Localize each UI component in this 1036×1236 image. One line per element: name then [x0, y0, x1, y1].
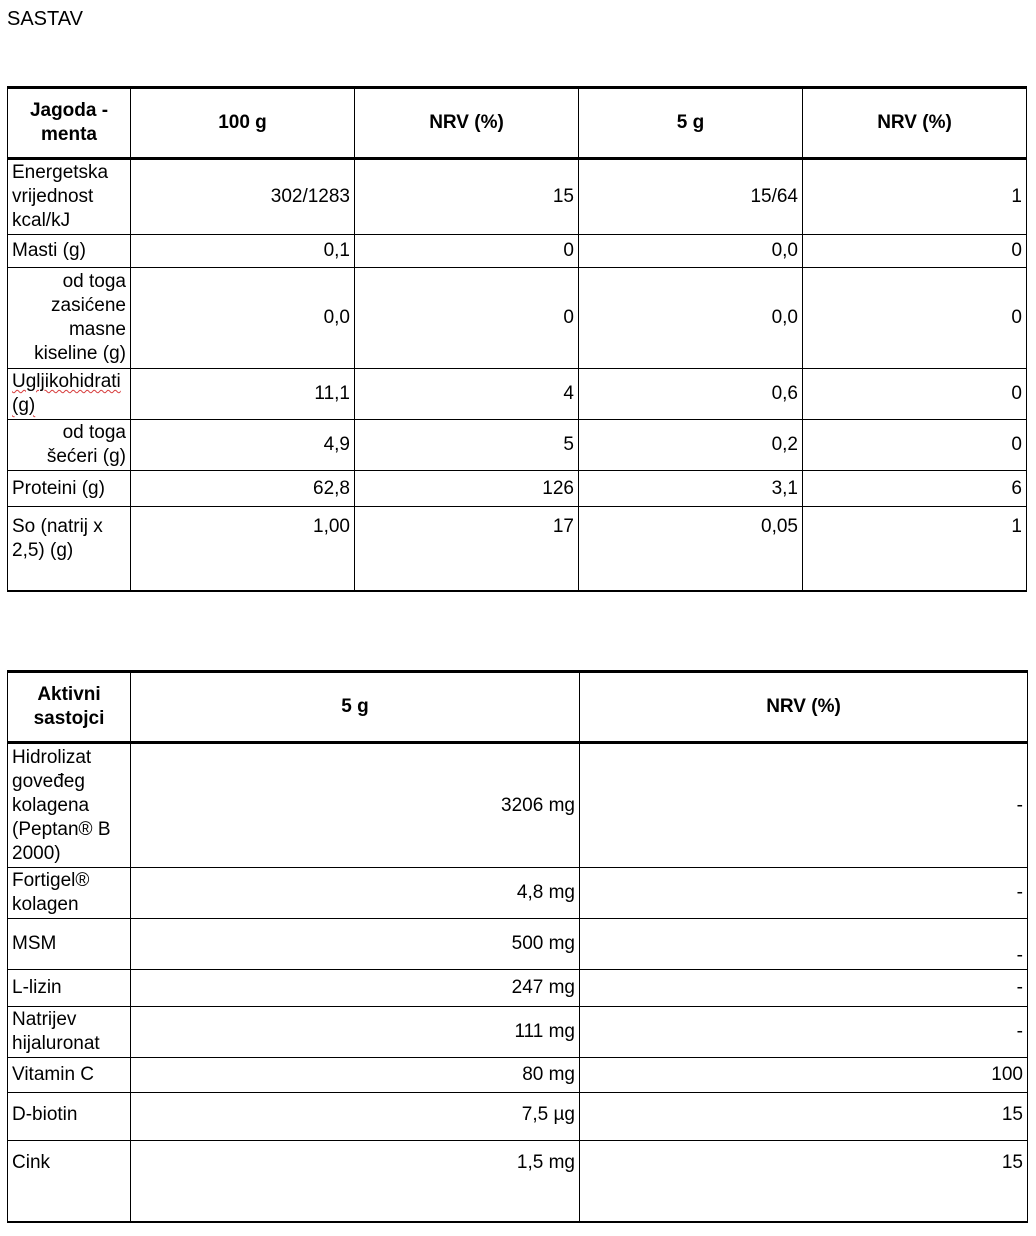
header-product: Jagoda - menta — [8, 88, 131, 159]
table-header-row — [8, 88, 1027, 159]
cell-value: 15 — [355, 159, 579, 235]
cell-nrv: - — [580, 1007, 1028, 1058]
row-label: D-biotin — [8, 1093, 131, 1141]
cell-amount: 500 mg — [131, 919, 580, 970]
row-label: Ugljikohidrati (g) — [8, 369, 131, 420]
row-label: Vitamin C — [8, 1058, 131, 1093]
cell-nrv: - — [580, 743, 1028, 868]
cell-value: 0 — [355, 235, 579, 268]
cell-nrv: - — [580, 970, 1028, 1007]
cell-value: 11,1 — [131, 369, 355, 420]
table-row — [8, 1093, 1028, 1141]
cell-value: 1 — [803, 159, 1027, 235]
row-label: MSM — [8, 919, 131, 970]
cell-amount: 4,8 mg — [131, 868, 580, 919]
table-row — [8, 420, 1027, 471]
table-row — [8, 268, 1027, 369]
table-row — [8, 507, 1027, 591]
row-label: Energetska vrijednost kcal/kJ — [8, 159, 131, 235]
cell-value: 0,6 — [579, 369, 803, 420]
table-row — [8, 159, 1027, 235]
cell-value: 6 — [803, 471, 1027, 507]
cell-value: 17 — [355, 507, 579, 591]
cell-value: 0,1 — [131, 235, 355, 268]
cell-value: 0,2 — [579, 420, 803, 471]
row-label: L-lizin — [8, 970, 131, 1007]
table-row — [8, 235, 1027, 268]
cell-value: 4 — [355, 369, 579, 420]
cell-amount: 3206 mg — [131, 743, 580, 868]
cell-value: 1,00 — [131, 507, 355, 591]
cell-nrv: 15 — [580, 1093, 1028, 1141]
header-nrv: NRV (%) — [580, 672, 1028, 743]
row-label: od toga zasićene masne kiseline (g) — [8, 268, 131, 369]
cell-value: 0 — [803, 268, 1027, 369]
cell-value: 1 — [803, 507, 1027, 591]
cell-value: 302/1283 — [131, 159, 355, 235]
header-nrv-100g: NRV (%) — [355, 88, 579, 159]
cell-value: 0,0 — [131, 268, 355, 369]
cell-amount: 7,5 µg — [131, 1093, 580, 1141]
cell-amount: 1,5 mg — [131, 1141, 580, 1222]
row-label: Hidrolizat goveđeg kolagena (Peptan® B 2000) — [8, 743, 131, 868]
row-label: Cink — [8, 1141, 131, 1222]
cell-value: 0 — [355, 268, 579, 369]
header-per-100g: 100 g — [131, 88, 355, 159]
cell-amount: 111 mg — [131, 1007, 580, 1058]
cell-nrv: - — [580, 919, 1028, 970]
row-label: Fortigel® kolagen — [8, 868, 131, 919]
table-row — [8, 868, 1028, 919]
cell-value: 0,0 — [579, 235, 803, 268]
cell-value: 62,8 — [131, 471, 355, 507]
table-row — [8, 1058, 1028, 1093]
header-per-5g: 5 g — [579, 88, 803, 159]
cell-value: 0 — [803, 420, 1027, 471]
row-label: Masti (g) — [8, 235, 131, 268]
header-nrv-5g: NRV (%) — [803, 88, 1027, 159]
table-row — [8, 919, 1028, 970]
table-row — [8, 743, 1028, 868]
row-label: od toga šećeri (g) — [8, 420, 131, 471]
cell-value: 5 — [355, 420, 579, 471]
cell-value: 0 — [803, 235, 1027, 268]
row-label: So (natrij x 2,5) (g) — [8, 507, 131, 591]
table-row — [8, 1007, 1028, 1058]
table-row — [8, 970, 1028, 1007]
row-label: Proteini (g) — [8, 471, 131, 507]
cell-value: 0 — [803, 369, 1027, 420]
cell-value: 0,05 — [579, 507, 803, 591]
cell-value: 3,1 — [579, 471, 803, 507]
cell-value: 4,9 — [131, 420, 355, 471]
row-label: Natrijev hijaluronat — [8, 1007, 131, 1058]
cell-amount: 80 mg — [131, 1058, 580, 1093]
nutrition-table — [7, 86, 1027, 592]
cell-amount: 247 mg — [131, 970, 580, 1007]
header-amount: 5 g — [131, 672, 580, 743]
cell-nrv: 100 — [580, 1058, 1028, 1093]
header-ingredient: Aktivni sastojci — [8, 672, 131, 743]
table-row — [8, 471, 1027, 507]
table-row — [8, 369, 1027, 420]
cell-value: 15/64 — [579, 159, 803, 235]
table-header-row — [8, 672, 1028, 743]
cell-value: 126 — [355, 471, 579, 507]
table-row — [8, 1141, 1028, 1222]
cell-nrv: - — [580, 868, 1028, 919]
active-ingredients-table — [7, 670, 1028, 1223]
cell-nrv: 15 — [580, 1141, 1028, 1222]
cell-value: 0,0 — [579, 268, 803, 369]
page-title: SASTAV — [7, 8, 83, 30]
